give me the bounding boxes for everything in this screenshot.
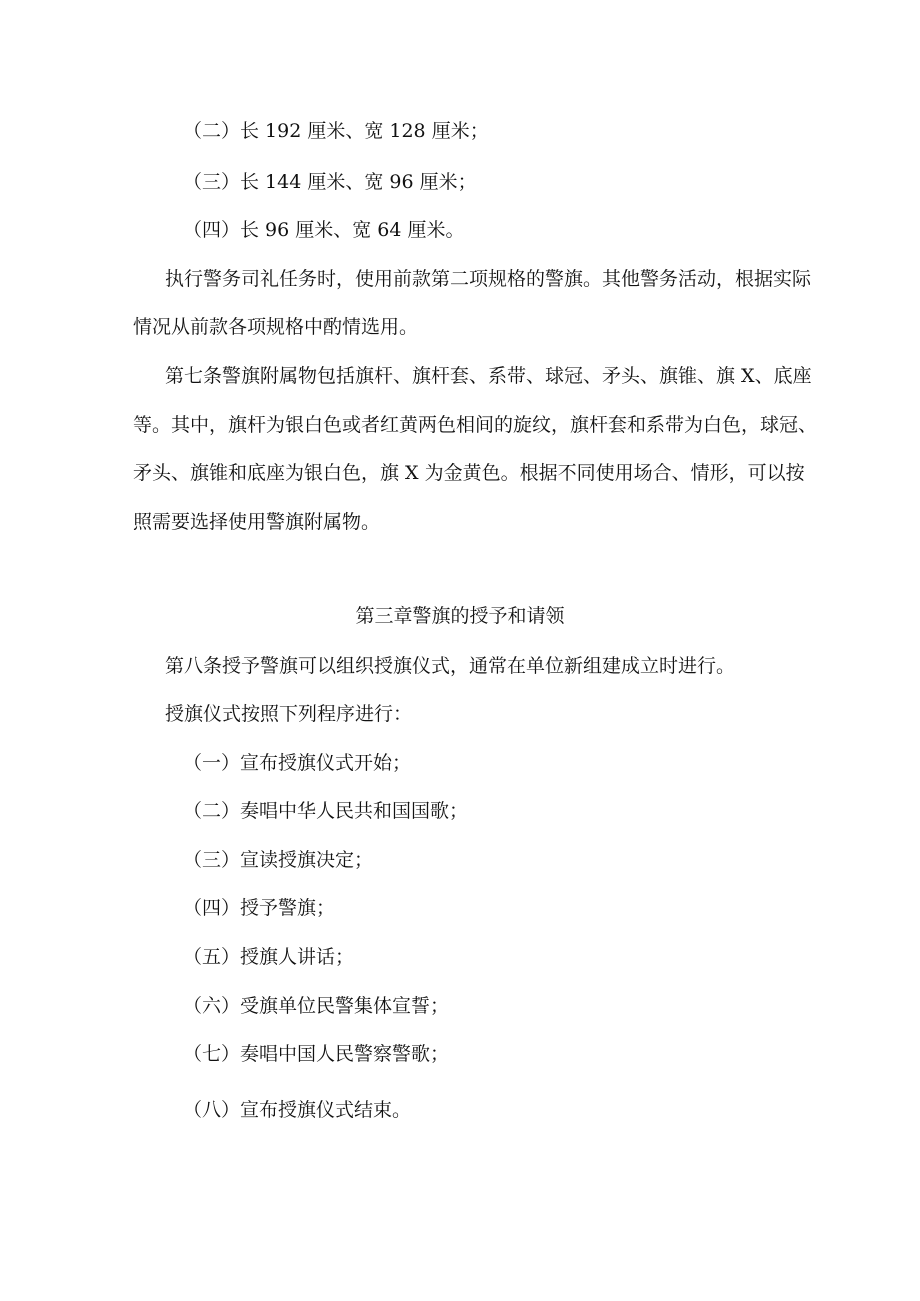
ceremony-step-4: （四）授予警旗；	[183, 897, 336, 919]
article-7-line-1: 第七条警旗附属物包括旗杆、旗杆套、系带、球冠、矛头、旗锥、旗 X、底座	[165, 365, 812, 387]
ceremony-step-5: （五）授旗人讲话；	[183, 946, 355, 968]
ceremony-step-7: （七）奏唱中国人民警察警歌；	[183, 1043, 450, 1065]
ceremony-step-8: （八）宣布授旗仪式结束。	[183, 1099, 412, 1121]
article-7-line-3: 矛头、旗锥和底座为银白色，旗 X 为金黄色。根据不同使用场合、情形，可以按	[133, 462, 805, 484]
ceremony-step-2: （二）奏唱中华人民共和国国歌；	[183, 800, 469, 822]
usage-paragraph-line-1: 执行警务司礼任务时，使用前款第二项规格的警旗。其他警务活动，根据实际	[165, 268, 812, 290]
article-7-line-4: 照需要选择使用警旗附属物。	[133, 511, 381, 533]
article-7-line-2: 等。其中，旗杆为银白色或者红黄两色相间的旋纹，旗杆套和系带为白色，球冠、	[133, 414, 818, 436]
ceremony-step-6: （六）受旗单位民警集体宣誓；	[183, 995, 450, 1017]
ceremony-step-1: （一）宣布授旗仪式开始；	[183, 752, 412, 774]
ceremony-step-3: （三）宣读授旗决定；	[183, 849, 374, 871]
size-item-4: （四）长 96 厘米、宽 64 厘米。	[183, 219, 465, 241]
size-item-3: （三）长 144 厘米、宽 96 厘米；	[183, 171, 477, 193]
chapter-3-title: 第三章警旗的授予和请领	[355, 605, 565, 627]
usage-paragraph-line-2: 情况从前款各项规格中酌情选用。	[133, 316, 419, 338]
article-8-line-1: 第八条授予警旗可以组织授旗仪式，通常在单位新组建成立时进行。	[165, 655, 736, 677]
size-item-2: （二）长 192 厘米、宽 128 厘米；	[183, 120, 489, 142]
ceremony-intro: 授旗仪式按照下列程序进行：	[165, 703, 413, 725]
